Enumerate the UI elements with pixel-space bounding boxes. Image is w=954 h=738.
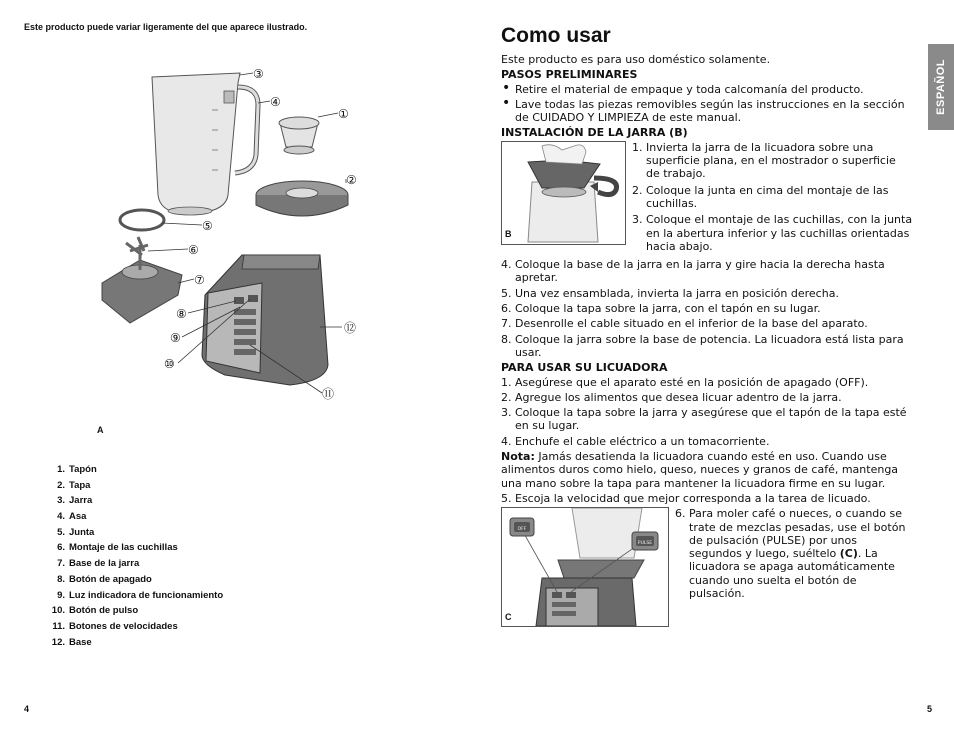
figure-b [501, 141, 626, 245]
callout-9: ⑨ [170, 331, 181, 345]
preliminary-bullets [501, 83, 913, 125]
callout-5: ⑤ [202, 219, 213, 233]
disclaimer: Este producto puede variar ligeramente del que aparece ilustrado. [24, 22, 308, 32]
cap-illustration [279, 117, 319, 154]
part-item: 11. Botones de velocidades [52, 620, 178, 632]
part-item: 12. Base [51, 636, 92, 648]
part-item: 8. Botón de apagado [57, 573, 152, 585]
lid-illustration [256, 181, 348, 216]
section-heading-instalacion: INSTALACIÓN DE LA JARRA (B) [501, 126, 688, 140]
page-number-left: 4 [24, 704, 30, 714]
instructions-content [501, 53, 913, 629]
note-paragraph [501, 450, 913, 490]
callout-12: ⑫ [344, 321, 357, 335]
page-number-right: 5 [926, 704, 932, 714]
step-item: 3. Coloque el montaje de las cuchillas, con la junta en la abertura inferior y las cuchillas orientadas hacia abajo. [632, 213, 913, 253]
language-tab: ESPAÑOL [928, 44, 954, 130]
motor-base-illustration [202, 255, 328, 385]
part-item: 6. Montaje de las cuchillas [57, 542, 178, 554]
part-item: 1. Tapón [57, 464, 97, 475]
figure-c-off-text: OFF [517, 527, 527, 533]
step-item: 1. Asegúrese que el aparato esté en la posición de apagado (OFF). [501, 375, 869, 389]
step-item: 6. Coloque la tapa sobre la jarra, con el tapón en su lugar. [501, 302, 821, 316]
figure-b-row [501, 141, 913, 256]
installation-steps [501, 258, 913, 359]
figure-b-illustration [502, 142, 625, 244]
parts-list [40, 464, 223, 652]
step-item: 5. Escoja la velocidad que mejor corresponda a la tarea de licuado. [501, 491, 871, 505]
part-item: 4. Asa [57, 511, 87, 523]
callout-3: ③ [253, 67, 264, 81]
step-item: 3. Coloque la tapa sobre la jarra y asegúrese que el tapón de la tapa esté en su lugar. [501, 406, 907, 433]
figure-c-pulse-text: PULSE [637, 541, 653, 547]
part-item: 3. Jarra [57, 495, 93, 507]
bullet-item: • Lave todas las piezas removibles según las instrucciones en la sección de CUIDADO Y LIMPIEZA de este manual. [501, 98, 913, 125]
installation-steps-side [632, 141, 913, 253]
part-item: 10. Botón de pulso [51, 605, 139, 617]
step-item: 2. Coloque la junta en cima del montaje de las cuchillas. [632, 183, 889, 210]
callout-10: ⑩ [164, 357, 175, 371]
page-title: Como usar [501, 24, 611, 47]
note-label: Nota: [501, 450, 535, 464]
step-item: 8. Coloque la jarra sobre la base de potencia. La licuadora está lista para usar. [501, 332, 904, 359]
part-item: 5. Junta [57, 526, 95, 538]
callout-7: ⑦ [194, 273, 205, 287]
step-item: 4. Coloque la base de la jarra en la jarra y gire hacia la derecha hasta apretar. [501, 258, 885, 285]
usage-step-6 [675, 507, 913, 600]
part-item: 7. Base de la jarra [57, 558, 140, 570]
bullet-item: • Retire el material de empaque y toda calcomanía del producto. [501, 83, 913, 96]
callout-11: ⑪ [322, 387, 335, 401]
figure-b-label: B [505, 229, 512, 240]
figure-c [501, 507, 669, 627]
callout-8: ⑧ [176, 307, 187, 321]
section-heading-preliminares: PASOS PRELIMINARES [501, 68, 638, 82]
jar-illustration [152, 73, 258, 215]
callout-6: ⑥ [188, 243, 199, 257]
right-page [477, 0, 954, 738]
gasket-illustration [120, 210, 164, 230]
intro-text: Este producto es para uso doméstico solamente. [501, 53, 771, 66]
step-item: 1. Invierta la jarra de la licuadora sobre una superficie plana, en el mostrador o superficie de trabajo. [632, 140, 896, 181]
callout-4: ④ [270, 95, 281, 109]
usage-step-5 [501, 492, 913, 505]
usage-steps [501, 376, 913, 448]
part-item: 9. Luz indicadora de funcionamiento [57, 589, 224, 601]
step-item: 6. Para moler café o nueces, o cuando se trate de mezclas pesadas, use el botón de pulsación (PULSE) por unos segundos y luego, suéltelo (C). La licuadora se apaga automáticamente cuando uno suelta el botón de pulsación. [675, 507, 906, 600]
figure-c-row [501, 507, 913, 627]
step-item: 2. Agregue los alimentos que desea licuar adentro de la jarra. [501, 390, 842, 404]
part-item: 2. Tapa [57, 479, 91, 491]
step-item: 5. Una vez ensamblada, invierta la jarra en posición derecha. [501, 286, 839, 300]
figure-a-exploded-view [90, 55, 380, 405]
step-item: 4. Enchufe el cable eléctrico a un tomacorriente. [501, 434, 770, 448]
figure-c-illustration [502, 508, 668, 626]
figure-c-label: C [505, 611, 512, 622]
section-heading-usar: PARA USAR SU LICUADORA [501, 361, 668, 375]
callout-1: ① [338, 107, 349, 121]
callout-2: ② [346, 173, 357, 187]
note-text: Jamás desatienda la licuadora cuando esté en uso. Cuando use alimentos duros como hielo, queso, nueces y granos de café, mantenga una mano sobre la tapa para mantener la licuadora firme en su lugar. [501, 450, 899, 490]
step-item: 7. Desenrolle el cable situado en el inferior de la base del aparato. [501, 317, 868, 331]
figure-a-label: A [97, 425, 104, 435]
